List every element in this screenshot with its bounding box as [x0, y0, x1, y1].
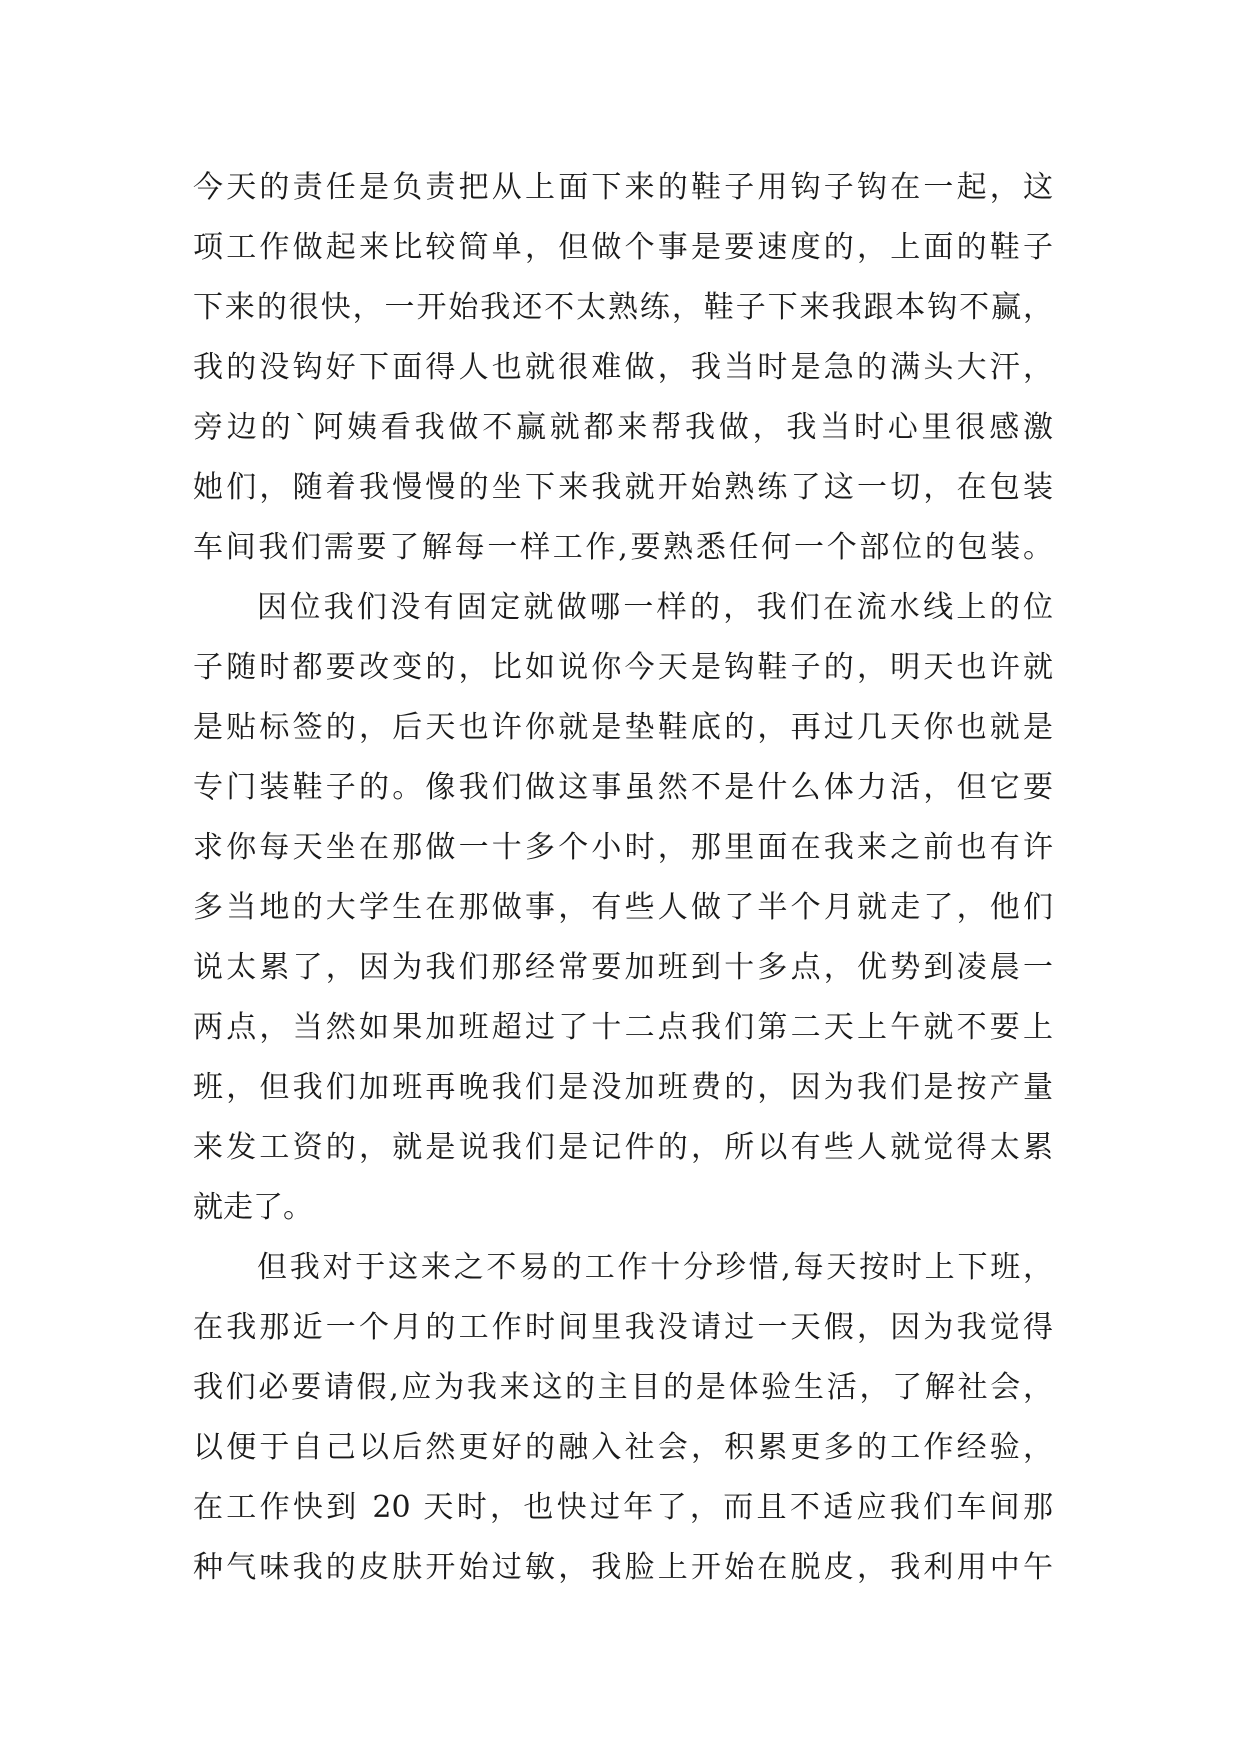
text-line: 是贴标签的，后天也许你就是垫鞋底的，再过几天你也就是 — [193, 710, 1053, 745]
text-line: 下来的很快，一开始我还不太熟练，鞋子下来我跟本钩不赢， — [193, 290, 1053, 325]
text-line: 种气味我的皮肤开始过敏，我脸上开始在脱皮，我利用中午 — [193, 1550, 1053, 1585]
text-line: 子随时都要改变的，比如说你今天是钩鞋子的，明天也许就 — [193, 650, 1053, 685]
text-line: 两点，当然如果加班超过了十二点我们第二天上午就不要上 — [193, 1010, 1053, 1045]
text-line: 旁边的`阿姨看我做不赢就都来帮我做，我当时心里很感激 — [193, 410, 1053, 445]
text-line: 我们必要请假,应为我来这的主目的是体验生活，了解社会， — [193, 1370, 1053, 1405]
text-line: 她们，随着我慢慢的坐下来我就开始熟练了这一切，在包装 — [193, 470, 1053, 505]
text-line: 班，但我们加班再晚我们是没加班费的，因为我们是按产量 — [193, 1070, 1053, 1105]
text-line: 专门装鞋子的。像我们做这事虽然不是什么体力活，但它要 — [193, 770, 1053, 805]
text-line: 车间我们需要了解每一样工作,要熟悉任何一个部位的包装。 — [193, 530, 1053, 565]
text-line: 项工作做起来比较简单，但做个事是要速度的，上面的鞋子 — [193, 230, 1053, 265]
text-line: 多当地的大学生在那做事，有些人做了半个月就走了，他们 — [193, 890, 1053, 925]
paragraph — [193, 1238, 1053, 1598]
paragraph — [193, 578, 1053, 1238]
text-line: 以便于自己以后然更好的融入社会，积累更多的工作经验， — [193, 1430, 1053, 1465]
text-line: 我的没钩好下面得人也就很难做，我当时是急的满头大汗， — [193, 350, 1053, 385]
text-line: 今天的责任是负责把从上面下来的鞋子用钩子钩在一起，这 — [193, 170, 1053, 205]
text-line: 在我那近一个月的工作时间里我没请过一天假，因为我觉得 — [193, 1310, 1053, 1345]
text-line: 说太累了，因为我们那经常要加班到十多点，优势到凌晨一 — [193, 950, 1053, 985]
text-line: 就走了。 — [193, 1190, 313, 1225]
paragraph — [193, 158, 1053, 578]
text-line: 但我对于这来之不易的工作十分珍惜,每天按时上下班， — [257, 1250, 1053, 1285]
text-line: 在工作快到 20 天时，也快过年了，而且不适应我们车间那 — [193, 1490, 1053, 1525]
text-line: 因位我们没有固定就做哪一样的，我们在流水线上的位 — [257, 590, 1053, 625]
text-line: 求你每天坐在那做一十多个小时，那里面在我来之前也有许 — [193, 830, 1053, 865]
text-line: 来发工资的，就是说我们是记件的，所以有些人就觉得太累 — [193, 1130, 1053, 1165]
body-text — [193, 158, 1053, 1598]
